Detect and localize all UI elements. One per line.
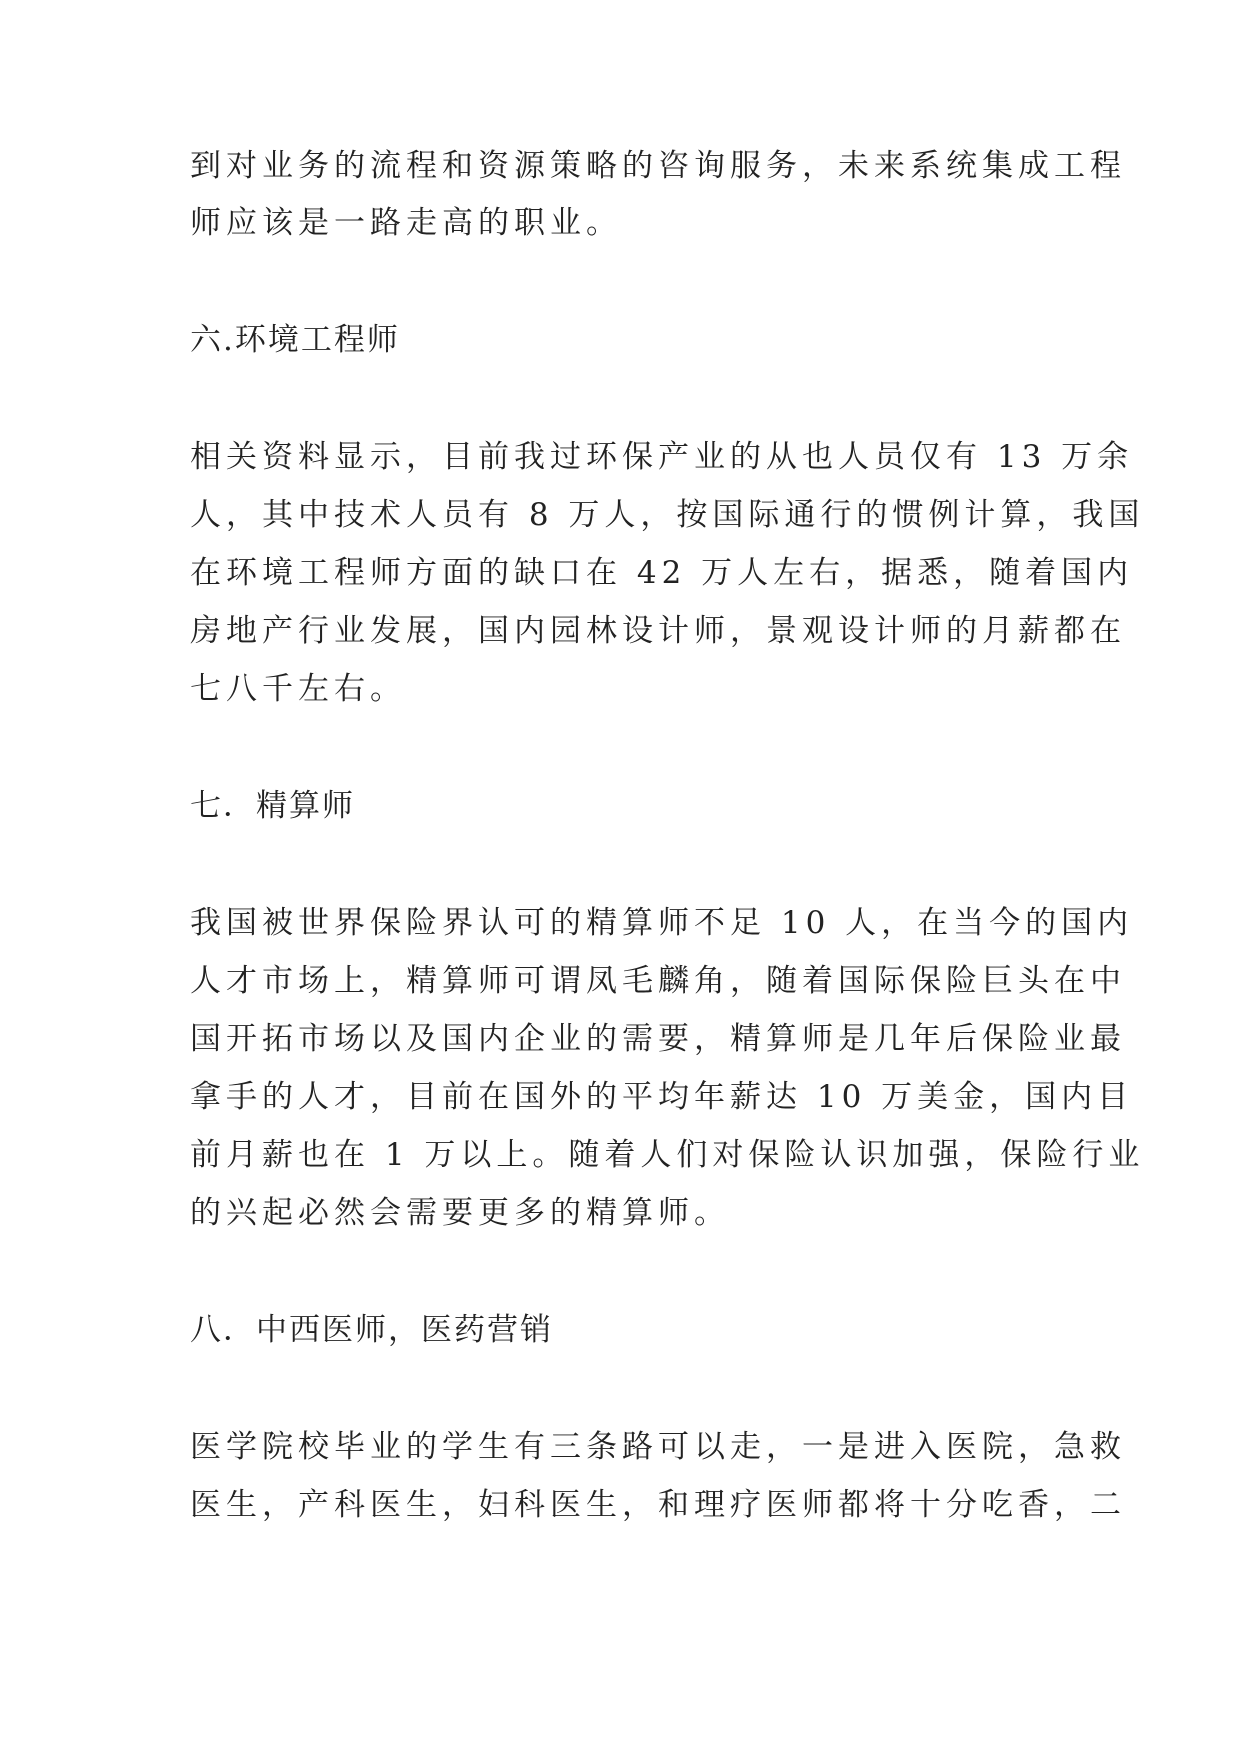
paragraph-3-line-3: 国开拓市场以及国内企业的需要，精算师是几年后保险业最 [190, 1021, 1126, 1057]
section-heading-7: 七．精算师 [190, 788, 355, 824]
paragraph-1-line-1: 到对业务的流程和资源策略的咨询服务，未来系统集成工程 [190, 148, 1126, 184]
paragraph-2-line-3: 在环境工程师方面的缺口在 42 万人左右，据悉，随着国内 [190, 555, 1134, 591]
paragraph-3-line-1: 我国被世界保险界认可的精算师不足 10 人，在当今的国内 [190, 905, 1134, 941]
paragraph-2-line-4: 房地产行业发展，国内园林设计师，景观设计师的月薪都在 [190, 613, 1126, 649]
section-heading-6: 六.环境工程师 [190, 322, 400, 358]
paragraph-1-line-2: 师应该是一路走高的职业。 [190, 205, 622, 241]
paragraph-4-line-1: 医学院校毕业的学生有三条路可以走，一是进入医院，急救 [190, 1429, 1126, 1465]
paragraph-4-line-2: 医生，产科医生，妇科医生，和理疗医师都将十分吃香，二 [190, 1487, 1126, 1523]
paragraph-3-line-2: 人才市场上，精算师可谓凤毛麟角，随着国际保险巨头在中 [190, 963, 1126, 999]
paragraph-2-line-2: 人，其中技术人员有 8 万人，按国际通行的惯例计算，我国 [190, 497, 1145, 533]
paragraph-2-line-1: 相关资料显示，目前我过环保产业的从也人员仅有 13 万余 [190, 439, 1134, 475]
section-heading-8: 八．中西医师，医药营销 [190, 1312, 553, 1348]
paragraph-3-line-6: 的兴起必然会需要更多的精算师。 [190, 1195, 730, 1231]
paragraph-2-line-5: 七八千左右。 [190, 671, 406, 707]
paragraph-3-line-4: 拿手的人才，目前在国外的平均年薪达 10 万美金，国内目 [190, 1079, 1134, 1115]
paragraph-3-line-5: 前月薪也在 1 万以上。随着人们对保险认识加强，保险行业 [190, 1137, 1145, 1173]
